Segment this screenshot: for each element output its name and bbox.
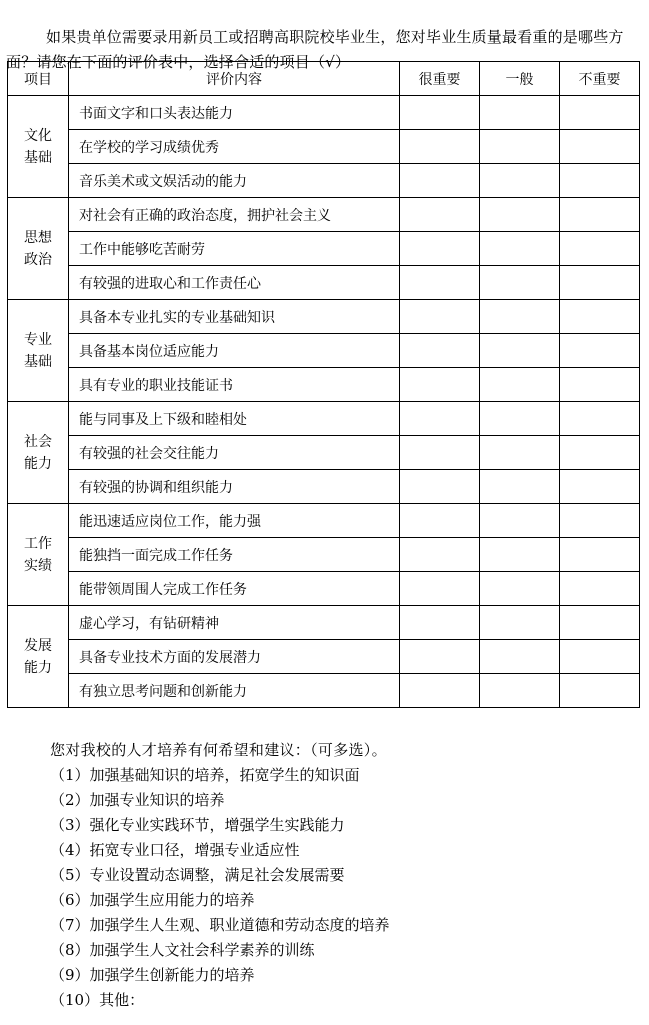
suggestion-option[interactable]: （2）加强专业知识的培养 [50, 791, 225, 809]
header-very-important: 很重要 [400, 62, 480, 96]
rating-average-cell[interactable] [480, 504, 560, 538]
rating-average-cell[interactable] [480, 572, 560, 606]
rating-not-important-cell[interactable] [560, 436, 640, 470]
rating-not-important-cell[interactable] [560, 300, 640, 334]
rating-average-cell[interactable] [480, 402, 560, 436]
category-cell [8, 402, 69, 504]
rating-very-important-cell[interactable] [400, 300, 480, 334]
evaluation-item: 书面文字和口头表达能力 [69, 96, 400, 130]
category-cell [8, 606, 69, 708]
rating-very-important-cell[interactable] [400, 640, 480, 674]
table-row [8, 504, 640, 538]
rating-average-cell[interactable] [480, 232, 560, 266]
table-row [8, 436, 640, 470]
rating-very-important-cell[interactable] [400, 572, 480, 606]
category-label: 专业 [24, 331, 52, 348]
category-cell [8, 198, 69, 300]
rating-not-important-cell[interactable] [560, 402, 640, 436]
rating-very-important-cell[interactable] [400, 334, 480, 368]
table-row [8, 334, 640, 368]
rating-not-important-cell[interactable] [560, 266, 640, 300]
table-row [8, 300, 640, 334]
table-body [8, 96, 640, 708]
rating-average-cell[interactable] [480, 640, 560, 674]
table-row [8, 640, 640, 674]
evaluation-item: 虚心学习，有钻研精神 [69, 606, 400, 640]
table-row [8, 368, 640, 402]
category-label: 能力 [24, 659, 52, 676]
suggestion-option[interactable]: （9）加强学生创新能力的培养 [50, 966, 255, 984]
evaluation-item: 具备专业技术方面的发展潜力 [69, 640, 400, 674]
evaluation-item: 工作中能够吃苦耐劳 [69, 232, 400, 266]
table-row [8, 674, 640, 708]
rating-not-important-cell[interactable] [560, 96, 640, 130]
rating-very-important-cell[interactable] [400, 96, 480, 130]
rating-average-cell[interactable] [480, 266, 560, 300]
rating-very-important-cell[interactable] [400, 198, 480, 232]
rating-not-important-cell[interactable] [560, 470, 640, 504]
rating-average-cell[interactable] [480, 130, 560, 164]
evaluation-item: 有较强的社会交往能力 [69, 436, 400, 470]
table-row [8, 232, 640, 266]
intro-question: 如果贵单位需要录用新员工或招聘高职院校毕业生，您对毕业生质量最看重的是哪些方面？请您在下面的评价表中，选择合适的项目（√） [6, 28, 624, 71]
header-content: 评价内容 [69, 62, 400, 96]
rating-average-cell[interactable] [480, 538, 560, 572]
rating-average-cell[interactable] [480, 164, 560, 198]
category-label: 能力 [24, 455, 52, 472]
category-label: 实绩 [24, 557, 52, 574]
rating-average-cell[interactable] [480, 606, 560, 640]
rating-not-important-cell[interactable] [560, 198, 640, 232]
suggestion-option[interactable]: （3）强化专业实践环节，增强学生实践能力 [50, 816, 345, 834]
rating-very-important-cell[interactable] [400, 164, 480, 198]
table-row [8, 402, 640, 436]
rating-average-cell[interactable] [480, 674, 560, 708]
rating-average-cell[interactable] [480, 300, 560, 334]
category-label: 发展 [24, 637, 52, 654]
category-label: 文化 [24, 127, 52, 144]
table-row [8, 164, 640, 198]
evaluation-item: 对社会有正确的政治态度，拥护社会主义 [69, 198, 400, 232]
rating-very-important-cell[interactable] [400, 266, 480, 300]
category-label: 政治 [24, 251, 52, 268]
suggestion-option[interactable]: （4）拓宽专业口径，增强专业适应性 [50, 841, 300, 859]
rating-average-cell[interactable] [480, 198, 560, 232]
evaluation-item: 有较强的协调和组织能力 [69, 470, 400, 504]
header-average: 一般 [480, 62, 560, 96]
evaluation-item: 具有专业的职业技能证书 [69, 368, 400, 402]
suggestion-option[interactable]: （8）加强学生人文社会科学素养的训练 [50, 941, 315, 959]
evaluation-item: 能独挡一面完成工作任务 [69, 538, 400, 572]
rating-average-cell[interactable] [480, 334, 560, 368]
rating-very-important-cell[interactable] [400, 538, 480, 572]
rating-very-important-cell[interactable] [400, 130, 480, 164]
evaluation-item: 有独立思考问题和创新能力 [69, 674, 400, 708]
category-label: 基础 [24, 149, 52, 166]
table-row [8, 198, 640, 232]
category-cell [8, 96, 69, 198]
rating-not-important-cell[interactable] [560, 606, 640, 640]
rating-not-important-cell[interactable] [560, 368, 640, 402]
header-category: 项目 [8, 62, 69, 96]
rating-very-important-cell[interactable] [400, 436, 480, 470]
evaluation-item: 能带领周围人完成工作任务 [69, 572, 400, 606]
table-row [8, 470, 640, 504]
evaluation-item: 音乐美术或文娱活动的能力 [69, 164, 400, 198]
rating-very-important-cell[interactable] [400, 402, 480, 436]
table-row [8, 130, 640, 164]
rating-very-important-cell[interactable] [400, 504, 480, 538]
rating-average-cell[interactable] [480, 368, 560, 402]
rating-very-important-cell[interactable] [400, 368, 480, 402]
suggestion-option[interactable]: （7）加强学生人生观、职业道德和劳动态度的培养 [50, 916, 390, 934]
rating-not-important-cell[interactable] [560, 164, 640, 198]
table-row [8, 606, 640, 640]
rating-not-important-cell[interactable] [560, 232, 640, 266]
evaluation-item: 能迅速适应岗位工作，能力强 [69, 504, 400, 538]
category-cell [8, 300, 69, 402]
suggestion-option[interactable]: （5）专业设置动态调整，满足社会发展需要 [50, 866, 345, 884]
rating-not-important-cell[interactable] [560, 130, 640, 164]
rating-average-cell[interactable] [480, 470, 560, 504]
rating-not-important-cell[interactable] [560, 334, 640, 368]
suggestion-question: 您对我校的人才培养有何希望和建议：（可多选）。 [50, 741, 387, 759]
rating-average-cell[interactable] [480, 436, 560, 470]
suggestion-option[interactable]: （1）加强基础知识的培养，拓宽学生的知识面 [50, 766, 360, 784]
category-label: 社会 [24, 433, 52, 450]
rating-average-cell[interactable] [480, 96, 560, 130]
evaluation-item: 具备本专业扎实的专业基础知识 [69, 300, 400, 334]
table-row [8, 538, 640, 572]
rating-very-important-cell[interactable] [400, 606, 480, 640]
category-cell [8, 504, 69, 606]
table-row [8, 96, 640, 130]
suggestion-option[interactable]: （10）其他： [50, 991, 145, 1009]
rating-very-important-cell[interactable] [400, 674, 480, 708]
rating-not-important-cell[interactable] [560, 640, 640, 674]
rating-not-important-cell[interactable] [560, 674, 640, 708]
evaluation-item: 有较强的进取心和工作责任心 [69, 266, 400, 300]
rating-very-important-cell[interactable] [400, 470, 480, 504]
rating-very-important-cell[interactable] [400, 232, 480, 266]
rating-not-important-cell[interactable] [560, 504, 640, 538]
evaluation-table [7, 61, 640, 708]
evaluation-item: 在学校的学习成绩优秀 [69, 130, 400, 164]
category-label: 基础 [24, 353, 52, 370]
evaluation-item: 能与同事及上下级和睦相处 [69, 402, 400, 436]
header-not-important: 不重要 [560, 62, 640, 96]
table-row [8, 266, 640, 300]
suggestion-option[interactable]: （6）加强学生应用能力的培养 [50, 891, 255, 909]
table-row [8, 572, 640, 606]
category-label: 思想 [24, 229, 52, 246]
rating-not-important-cell[interactable] [560, 538, 640, 572]
category-label: 工作 [24, 535, 52, 552]
evaluation-item: 具备基本岗位适应能力 [69, 334, 400, 368]
suggestion-options [50, 763, 390, 1013]
rating-not-important-cell[interactable] [560, 572, 640, 606]
table-header-row [8, 62, 640, 96]
